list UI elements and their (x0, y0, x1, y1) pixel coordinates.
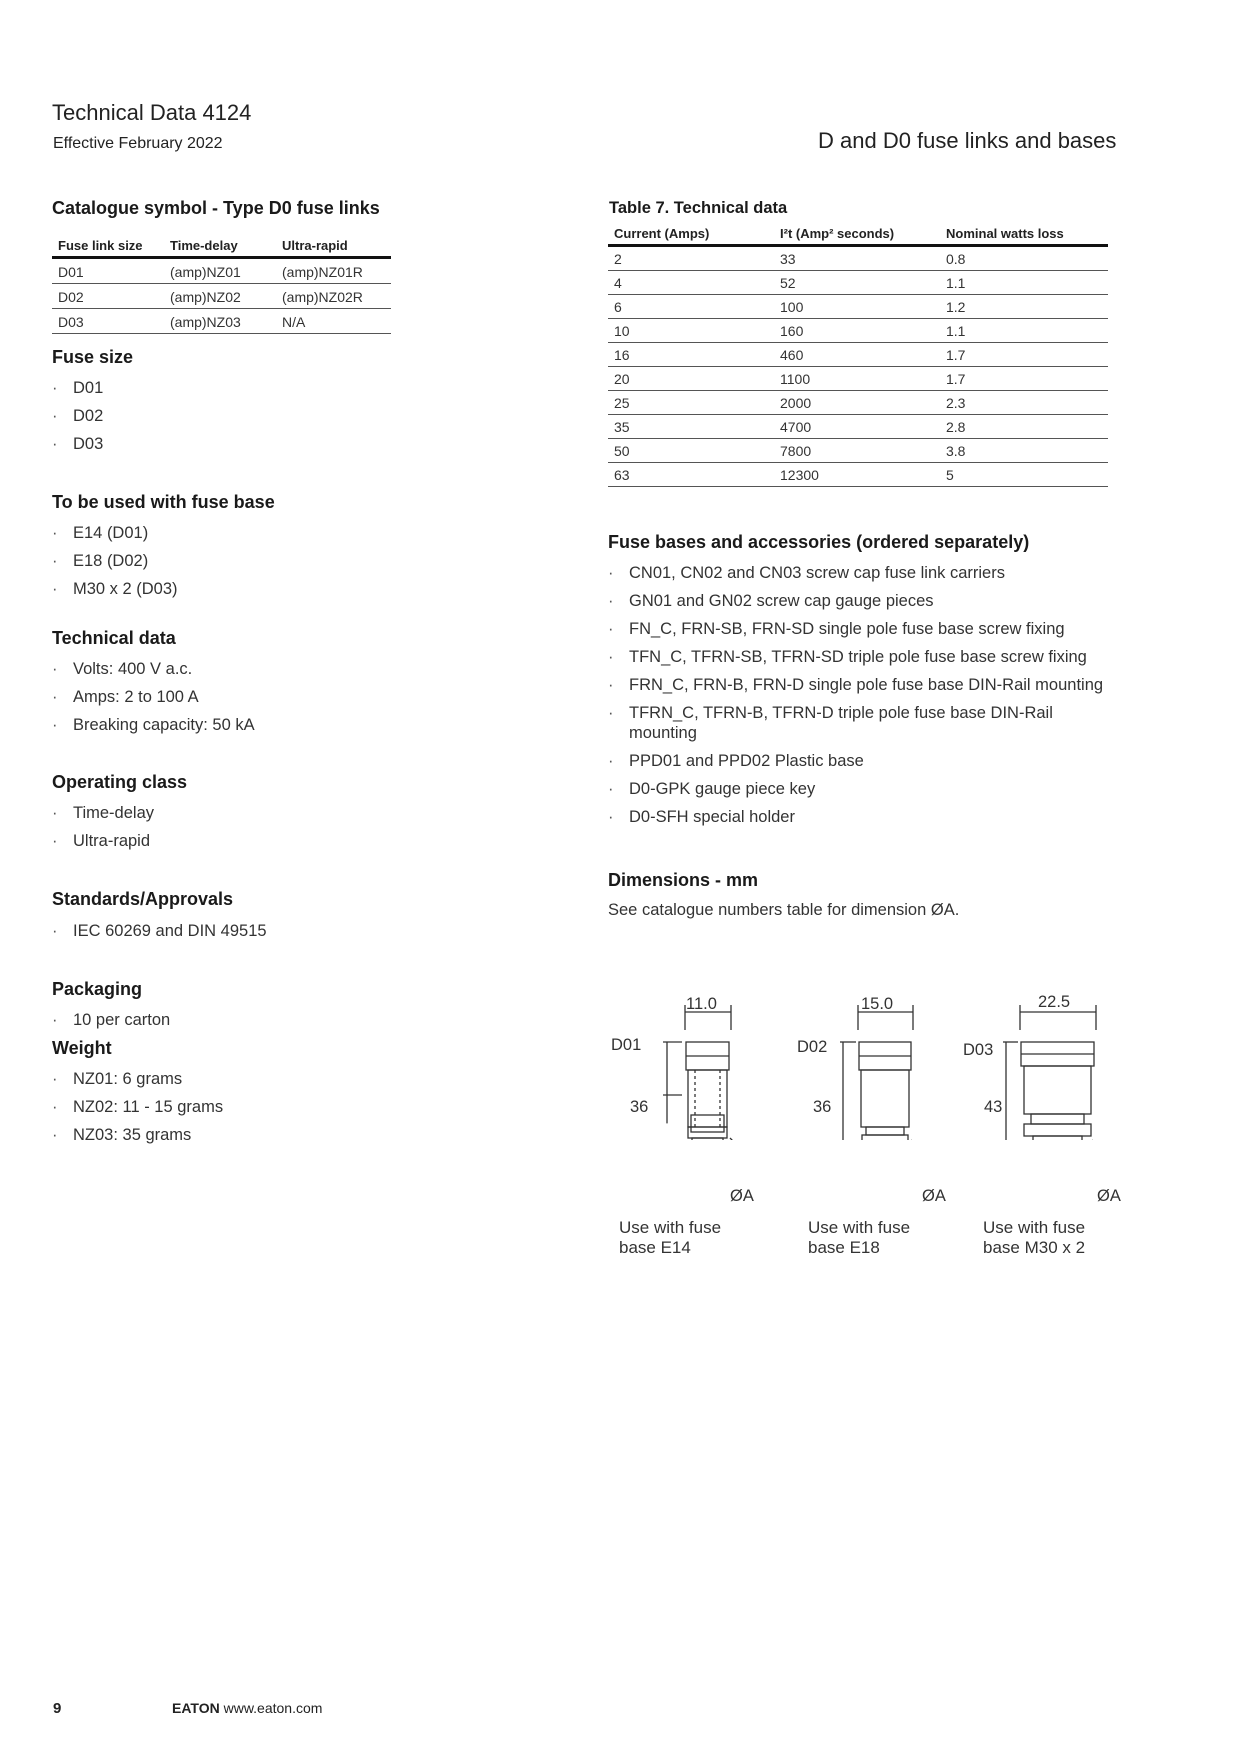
d03-drawing (1003, 1005, 1107, 1140)
catalogue-heading: Catalogue symbol - Type D0 fuse links (52, 198, 380, 218)
list-item: · Breaking capacity: 50 kA (52, 711, 255, 739)
cell: 1.7 (940, 343, 1108, 367)
d03-height-label: 43 (984, 1098, 1003, 1116)
cell: (amp)NZ02 (164, 284, 276, 309)
d02-dia-label: ØA (922, 1187, 946, 1205)
table-row (608, 343, 1108, 367)
list-item: · IEC 60269 and DIN 49515 (52, 917, 267, 945)
list-item: · D0-GPK gauge piece key (608, 779, 1148, 799)
cell: N/A (276, 309, 391, 334)
cell: 2.3 (940, 391, 1108, 415)
tech-col-watts: Nominal watts loss (940, 224, 1108, 246)
d03-caption (983, 1218, 1085, 1258)
cell: D02 (52, 284, 164, 309)
d01-dia-label: ØA (730, 1187, 754, 1205)
list-item: · Time-delay (52, 799, 154, 827)
d01-height-label: 36 (630, 1098, 649, 1116)
fuse-base-heading: To be used with fuse base (52, 492, 275, 512)
cell: 16 (608, 343, 774, 367)
d01-caption (619, 1218, 721, 1258)
fuse-size-heading: Fuse size (52, 347, 134, 367)
d03-width-label: 22.5 (1038, 993, 1071, 1011)
dimensions-heading: Dimensions - mm (608, 870, 759, 890)
d02-label: D02 (797, 1038, 828, 1056)
table-row (608, 271, 1108, 295)
operating-heading: Operating class (52, 772, 188, 792)
page-number: 9 (53, 1700, 62, 1717)
fuse-size-list (52, 374, 103, 458)
d02-drawing (840, 1005, 926, 1140)
d01-drawing (663, 1005, 745, 1140)
cell: 4 (608, 271, 774, 295)
catalogue-table (52, 236, 391, 334)
catalogue-col-ultra: Ultra-rapid (276, 236, 391, 258)
list-item: · D03 (52, 430, 103, 458)
cell: 1.2 (940, 295, 1108, 319)
document-number: 4124 (202, 100, 252, 125)
d01-caption-line2: base E14 (619, 1238, 691, 1257)
table-row (608, 391, 1108, 415)
list-item: · NZ03: 35 grams (52, 1121, 223, 1149)
accessories-list (608, 563, 1148, 835)
list-item: · E14 (D01) (52, 519, 178, 547)
d02-caption (808, 1218, 910, 1258)
d03-label: D03 (963, 1041, 994, 1059)
accessories-heading: Fuse bases and accessories (ordered separately) (608, 532, 1030, 552)
brand-name: EATON (172, 1700, 220, 1716)
cell: 160 (774, 319, 940, 343)
list-item: · FRN_C, FRN-B, FRN-D single pole fuse base DIN-Rail mounting (608, 675, 1148, 695)
d03-caption-line2: base M30 x 2 (983, 1238, 1086, 1257)
table-row (608, 295, 1108, 319)
cell: D01 (52, 258, 164, 284)
list-item: · Ultra-rapid (52, 827, 154, 855)
cell: 33 (774, 246, 940, 271)
cell: 10 (608, 319, 774, 343)
d03-dia-label: ØA (1097, 1187, 1121, 1205)
cell: 7800 (774, 439, 940, 463)
cell: 1.1 (940, 319, 1108, 343)
table-row (608, 246, 1108, 271)
standards-heading: Standards/Approvals (52, 889, 234, 909)
cell: 35 (608, 415, 774, 439)
d01-caption-line1: Use with fuse (619, 1218, 722, 1237)
d02-height-label: 36 (813, 1098, 832, 1116)
cell: 20 (608, 367, 774, 391)
cell: 1.1 (940, 271, 1108, 295)
list-item: · GN01 and GN02 screw cap gauge pieces (608, 591, 1148, 611)
d02-caption-line1: Use with fuse (808, 1218, 911, 1237)
cell: 100 (774, 295, 940, 319)
list-item: · TFRN_C, TFRN-B, TFRN-D triple pole fuse base DIN-Rail mounting (608, 703, 1069, 743)
cell: 2.8 (940, 415, 1108, 439)
table-row (608, 415, 1108, 439)
list-item: · CN01, CN02 and CN03 screw cap fuse link carriers (608, 563, 1148, 583)
dimensions-note: See catalogue numbers table for dimension ØA. (608, 901, 960, 919)
cell: 63 (608, 463, 774, 487)
cell: 460 (774, 343, 940, 367)
cell: 6 (608, 295, 774, 319)
cell: 52 (774, 271, 940, 295)
table-row (608, 319, 1108, 343)
list-item: · Amps: 2 to 100 A (52, 683, 255, 711)
cell: (amp)NZ02R (276, 284, 391, 309)
d02-width-label: 15.0 (861, 995, 894, 1013)
catalogue-col-delay: Time-delay (164, 236, 276, 258)
packaging-list (52, 1006, 170, 1034)
list-item: · D01 (52, 374, 103, 402)
list-item: · FN_C, FRN-SB, FRN-SD single pole fuse base screw fixing (608, 619, 1148, 639)
cell: 1.7 (940, 367, 1108, 391)
cell: 4700 (774, 415, 940, 439)
technical-list (52, 655, 255, 739)
packaging-heading: Packaging (52, 979, 143, 999)
catalogue-col-size: Fuse link size (52, 236, 164, 258)
list-item: · D02 (52, 402, 103, 430)
cell: 12300 (774, 463, 940, 487)
d01-label: D01 (611, 1036, 642, 1054)
footer-brand (172, 1700, 322, 1716)
tech-col-i2t: I²t (Amp² seconds) (774, 224, 940, 246)
list-item: · E18 (D02) (52, 547, 178, 575)
cell: 25 (608, 391, 774, 415)
brand-url[interactable]: www.eaton.com (223, 1700, 323, 1716)
list-item: · NZ01: 6 grams (52, 1065, 223, 1093)
table-row (52, 309, 391, 334)
cell: (amp)NZ03 (164, 309, 276, 334)
list-item: · D0-SFH special holder (608, 807, 1148, 827)
fuse-base-list (52, 519, 178, 603)
tech-col-current: Current (Amps) (608, 224, 774, 246)
list-item: · TFN_C, TFRN-SB, TFRN-SD triple pole fuse base screw fixing (608, 647, 1148, 667)
list-item: · Volts: 400 V a.c. (52, 655, 255, 683)
table-row (608, 463, 1108, 487)
d03-caption-line1: Use with fuse (983, 1218, 1086, 1237)
technical-data-table (608, 224, 1108, 487)
list-item: · 10 per carton (52, 1006, 170, 1034)
effective-date: Effective February 2022 (53, 135, 223, 152)
cell: (amp)NZ01 (164, 258, 276, 284)
d02-caption-line2: base E18 (808, 1238, 880, 1257)
cell: 0.8 (940, 246, 1108, 271)
table-row (608, 439, 1108, 463)
cell: 3.8 (940, 439, 1108, 463)
document-title (52, 100, 251, 126)
table7-caption: Table 7. Technical data (609, 199, 788, 217)
cell: (amp)NZ01R (276, 258, 391, 284)
list-item: · NZ02: 11 - 15 grams (52, 1093, 223, 1121)
table-row (52, 258, 391, 284)
table-row (608, 367, 1108, 391)
section-title: D and D0 fuse links and bases (818, 128, 1117, 153)
document-title-text: Technical Data (52, 100, 197, 125)
cell: 50 (608, 439, 774, 463)
cell: 2 (608, 246, 774, 271)
standards-list (52, 917, 267, 945)
cell: 5 (940, 463, 1108, 487)
technical-heading: Technical data (52, 628, 176, 648)
list-item: · PPD01 and PPD02 Plastic base (608, 751, 1148, 771)
d01-width-label: 11.0 (686, 995, 717, 1013)
cell: 1100 (774, 367, 940, 391)
list-item: · M30 x 2 (D03) (52, 575, 178, 603)
cell: 2000 (774, 391, 940, 415)
cell: D03 (52, 309, 164, 334)
operating-list (52, 799, 154, 855)
table-row (52, 284, 391, 309)
weight-list (52, 1065, 223, 1149)
weight-heading: Weight (52, 1038, 112, 1058)
